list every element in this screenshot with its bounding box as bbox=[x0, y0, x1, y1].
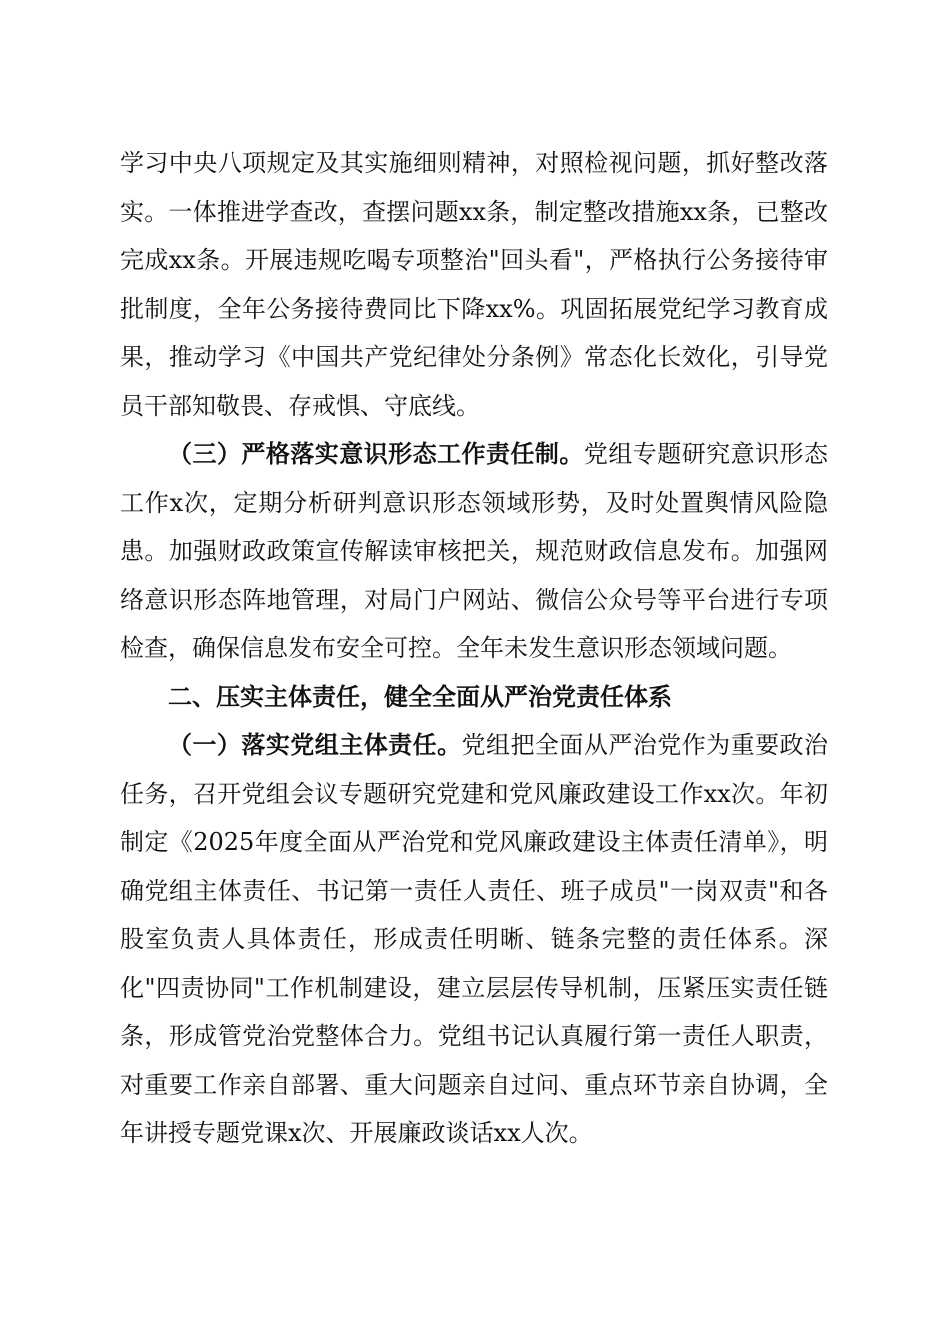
paragraph-body-text: 党组把全面从严治党作为重要政治任务，召开党组会议专题研究党建和党风廉政建设工作xx次。年初制定《2025年度全面从严治党和党风廉政建设主体责任清单》，明确党组主体责任、书记第一责任人责任、班子成员"一岗双责"和各股室负责人具体责任，形成责任明晰、链条完整的责任体系。深化"四责协同"工作机制建设，建立层层传导机制，压紧压实责任链条，形成管党治党整体合力。党组书记认真履行第一责任人职责，对重要工作亲自部署、重大问题亲自过问、重点环节亲自协调，全年讲授专题党课x次、开展廉政谈话xx人次。 bbox=[120, 731, 829, 1147]
paragraph-lead-heading: （三）严格落实意识形态工作责任制。 bbox=[168, 440, 584, 468]
paragraph-continued: 学习中央八项规定及其实施细则精神，对照检视问题，抓好整改落实。一体推进学查改，查摆问题xx条，制定整改措施xx条，已整改完成xx条。开展违规吃喝专项整治"回头看"，严格执行公务接待审批制度，全年公务接待费同比下降xx%。巩固拓展党纪学习教育成果，推动学习《中国共产党纪律处分条例》常态化长效化，引导党员干部知敬畏、存戒惧、守底线。 bbox=[120, 149, 828, 420]
paragraph-body-text: 党组专题研究意识形态工作x次，定期分析研判意识形态领域形势，及时处置舆情风险隐患。加强财政政策宣传解读审核把关，规范财政信息发布。加强网络意识形态阵地管理，对局门户网站、微信公众号等平台进行专项检查，确保信息发布安全可控。全年未发生意识形态领域问题。 bbox=[120, 440, 829, 662]
section-heading: 二、压实主体责任，健全全面从严治党责任体系 bbox=[168, 682, 672, 711]
paragraph-party-group-responsibility bbox=[120, 721, 828, 1158]
document-body bbox=[120, 139, 828, 1158]
paragraph-lead-heading: （一）落实党组主体责任。 bbox=[168, 731, 462, 759]
paragraph-ideology-responsibility bbox=[120, 430, 828, 673]
